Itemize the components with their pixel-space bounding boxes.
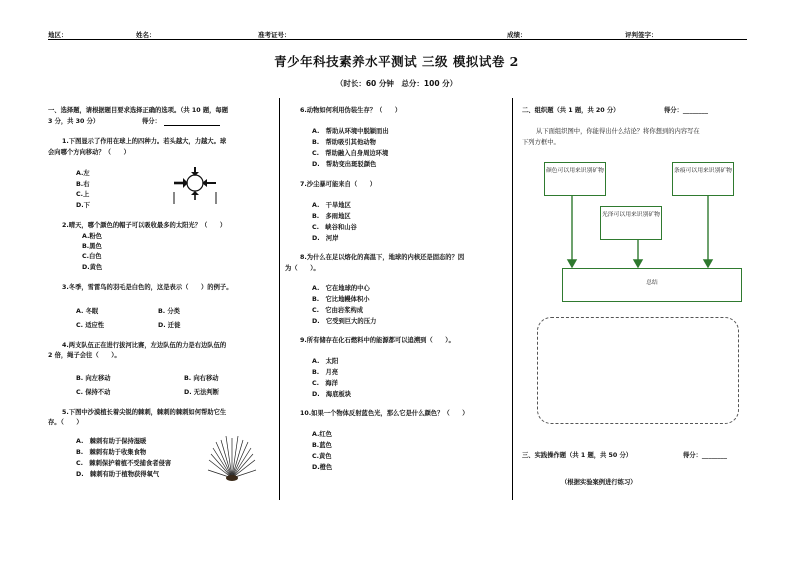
section3-heading: 三、实践操作题（共 1 题，共 50 分） bbox=[522, 452, 633, 459]
q9-text: 9.所有储存在化石燃料中的能源都可以追溯到（ ）。 bbox=[300, 337, 455, 344]
diagram-box-summary: 总结 bbox=[562, 268, 742, 302]
q5-option[interactable]: D. 棘刺有助于植物获得氧气 bbox=[76, 471, 160, 478]
q8-text: 8.为什么在足以熔化的高温下，地球的内核还是固态的？因 bbox=[300, 254, 465, 261]
q4-option[interactable]: B. 向左移动 bbox=[76, 375, 111, 382]
q8-option[interactable]: B. 它比地幔体积小 bbox=[312, 296, 370, 303]
section2-instruction-2: 下列方框中。 bbox=[522, 139, 560, 146]
section3-score-label[interactable]: 得分：________ bbox=[683, 452, 728, 459]
ticket-field: 准考证号： bbox=[258, 31, 291, 39]
cactus-image bbox=[207, 430, 257, 482]
q9-option[interactable]: B. 月亮 bbox=[312, 369, 339, 376]
q8-option[interactable]: C. 它由岩浆构成 bbox=[312, 307, 364, 314]
section1-heading-2: 3 分，共 30 分） bbox=[48, 118, 100, 125]
q8-text-2: 为（ ）。 bbox=[285, 265, 320, 272]
column-divider-2 bbox=[512, 98, 513, 500]
q7-option[interactable]: D. 河岸 bbox=[312, 235, 339, 242]
q1-option[interactable]: C.上 bbox=[76, 191, 90, 198]
q3-option[interactable]: A. 冬眠 bbox=[76, 308, 99, 315]
q10-text: 10.如果一个物体反射蓝色光，那么它是什么颜色？（ ） bbox=[300, 410, 469, 417]
section2-heading: 二、组织题（共 1 题，共 20 分） bbox=[522, 107, 620, 114]
q10-option[interactable]: A.红色 bbox=[312, 431, 332, 438]
q1-text-2: 会向哪个方向移动？（ ） bbox=[48, 149, 130, 156]
diagram-box-color: 颜色可以用来识别矿物 bbox=[544, 162, 606, 196]
page-subtitle: （时长：60 分钟 总分：100 分） bbox=[335, 79, 458, 88]
q3-option[interactable]: B. 分类 bbox=[158, 308, 180, 315]
q5-text: 5.下图中沙漠植长着尖锐的棘刺，棘刺的棘刺如何帮助它生 bbox=[62, 409, 227, 416]
force-diagram-image bbox=[170, 164, 220, 204]
q6-option[interactable]: A. 帮助从环境中脱颖而出 bbox=[312, 128, 389, 135]
q2-option[interactable]: B.黑色 bbox=[82, 243, 102, 250]
q1-option[interactable]: B.右 bbox=[76, 181, 90, 188]
q7-option[interactable]: A. 干旱地区 bbox=[312, 202, 351, 209]
diagram-box-streak: 条痕可以用来识别矿物 bbox=[672, 162, 734, 196]
region-field: 地区： bbox=[48, 31, 68, 39]
section1-score-input[interactable] bbox=[164, 125, 220, 126]
q10-option[interactable]: C.黄色 bbox=[312, 453, 332, 460]
q4-option[interactable]: D. 无法判断 bbox=[184, 389, 219, 396]
answer-box[interactable] bbox=[537, 317, 739, 424]
q5-option[interactable]: A. 棘刺有助于保持湿暖 bbox=[76, 438, 147, 445]
q1-option[interactable]: A.左 bbox=[76, 170, 90, 177]
q7-text: 7.沙尘暴可能来自（ ） bbox=[300, 181, 377, 188]
q2-option[interactable]: C.白色 bbox=[82, 253, 102, 260]
q5-option[interactable]: C. 棘刺保护着植不受捕食者侵害 bbox=[76, 460, 172, 467]
score-field: 成绩： bbox=[507, 31, 527, 39]
q9-option[interactable]: C. 海洋 bbox=[312, 380, 338, 387]
q5-option[interactable]: B. 棘刺有助于收集食物 bbox=[76, 449, 147, 456]
q4-option[interactable]: C. 保持不动 bbox=[76, 389, 111, 396]
q5-text-2: 存。（ ） bbox=[48, 419, 83, 426]
header-divider bbox=[48, 39, 747, 40]
q2-text: 2.晴天，哪个颜色的帽子可以吸收最多的太阳光？（ ） bbox=[62, 222, 227, 229]
q10-option[interactable]: B.蓝色 bbox=[312, 442, 332, 449]
q2-option[interactable]: A.粉色 bbox=[82, 233, 102, 240]
q2-option[interactable]: D.黄色 bbox=[82, 264, 103, 271]
q9-option[interactable]: D. 海底板块 bbox=[312, 391, 352, 398]
q3-option[interactable]: D. 迁徙 bbox=[158, 322, 181, 329]
q4-text: 4.两支队伍正在进行拔河比赛，左边队伍的力是右边队伍的 bbox=[62, 342, 227, 349]
q3-text: 3.冬季，雪雷鸟的羽毛是白色的，这是表示（ ）的例子。 bbox=[62, 284, 233, 291]
section2-instruction: 从下面组织图中，你能得出什么结论？将你想到的内容写在 bbox=[536, 128, 700, 135]
q6-text: 6.动物如何利用伪装生存？（ ） bbox=[300, 107, 402, 114]
q4-option[interactable]: B. 向右移动 bbox=[184, 375, 219, 382]
q8-option[interactable]: A. 它在地球的中心 bbox=[312, 285, 370, 292]
q10-option[interactable]: D.橙色 bbox=[312, 464, 333, 471]
page-title: 青少年科技素养水平测试 三级 模拟试卷 2 bbox=[274, 54, 519, 69]
q6-option[interactable]: B. 帮助吸引其他动物 bbox=[312, 139, 376, 146]
q7-option[interactable]: B. 多雨地区 bbox=[312, 213, 351, 220]
q8-option[interactable]: D. 它受到巨大的压力 bbox=[312, 318, 377, 325]
name-field: 姓名： bbox=[136, 31, 156, 39]
q6-option[interactable]: D. 帮助变出斑驳颜色 bbox=[312, 161, 377, 168]
diagram-box-luster: 光泽可以用来识别矿物 bbox=[600, 206, 662, 240]
q9-option[interactable]: A. 太阳 bbox=[312, 358, 339, 365]
section1-score-label: 得分： bbox=[142, 118, 161, 125]
q6-option[interactable]: C. 帮助融入自身周边环境 bbox=[312, 150, 389, 157]
examiner-field: 评判签字： bbox=[625, 31, 658, 39]
column-divider-1 bbox=[279, 98, 280, 500]
q1-text: 1.下图显示了作用在球上的四种力。若头越大，力越大。球 bbox=[62, 138, 227, 145]
q7-option[interactable]: C. 峡谷和山谷 bbox=[312, 224, 357, 231]
q1-option[interactable]: D.下 bbox=[76, 202, 90, 209]
q4-text-2: 2 倍，绳子会往（ ）。 bbox=[48, 352, 121, 359]
section1-heading: 一、选择题，请根据题目要求选择正确的选项。（共 10 题，每题 bbox=[48, 107, 229, 114]
q3-option[interactable]: C. 适应性 bbox=[76, 322, 105, 329]
section3-note: （根据实验案例进行练习） bbox=[561, 479, 637, 486]
section2-score-label[interactable]: 得分：________ bbox=[664, 107, 709, 114]
